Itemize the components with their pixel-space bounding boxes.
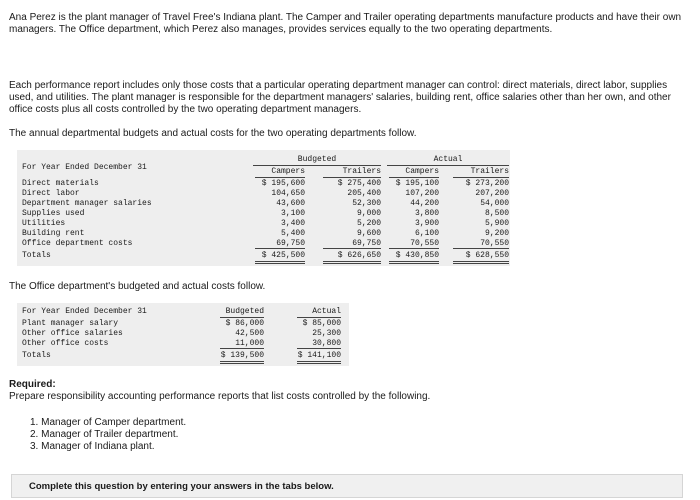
table2-cell-actual: 25,300 [312,329,341,338]
table1-cell-actual-trailers: 8,500 [484,209,509,218]
table1-row-label: Office department costs [22,239,133,248]
table1-cell-actual-campers: 3,900 [414,219,439,228]
required-text: Prepare responsibility accounting performance reports that list costs controlled by the following. [9,391,431,402]
table1-total-actual-campers: $ 430,850 [395,251,439,260]
table1-cell-actual-campers: 70,550 [410,239,439,248]
office-caption: The Office department's budgeted and actual costs follow. [9,281,266,292]
table1-cell-actual-campers: 3,800 [414,209,439,218]
table1-cell-budgeted-campers: 43,600 [276,199,305,208]
table2-cell-actual: 30,800 [312,339,341,348]
instruction-bar [11,474,683,498]
table1-row-label: Direct labor [22,189,80,198]
table1-col-actual-trailers: Trailers [470,167,509,176]
table2-row-label: Other office costs [22,339,109,348]
table2-cell-budgeted: $ 86,000 [225,319,264,328]
table1-row-label: Department manager salaries [22,199,152,208]
instruction-text: Complete this question by entering your answers in the tabs below. [29,481,334,492]
table1-cell-budgeted-campers: 104,650 [271,189,305,198]
table1-total-actual-trailers: $ 628,550 [465,251,509,260]
operating-departments-table-content [17,150,510,266]
required-item-1: 1. Manager of Camper department. [30,417,187,428]
table2-col-budgeted: Budgeted [225,307,264,316]
table1-cell-budgeted-trailers: 69,750 [352,239,381,248]
table1-cell-budgeted-campers: $ 195,600 [261,179,305,188]
table2-cell-budgeted: 42,500 [235,329,264,338]
office-department-table-content [17,303,349,366]
required-title: Required: [9,379,56,390]
table1-col-actual-campers: Campers [405,167,439,176]
required-item-2: 2. Manager of Trailer department. [30,429,179,440]
table1-cell-budgeted-campers: 5,400 [280,229,305,238]
table2-col-actual: Actual [312,307,341,316]
table1-cell-actual-campers: 44,200 [410,199,439,208]
table1-cell-budgeted-trailers: $ 275,400 [337,179,381,188]
table1-cell-budgeted-trailers: 5,200 [356,219,381,228]
table2-total-actual: $ 141,100 [297,351,341,360]
table1-cell-actual-trailers: $ 273,200 [465,179,509,188]
table1-cell-budgeted-trailers: 9,600 [356,229,381,238]
table2-header-label: For Year Ended December 31 [22,307,147,316]
table2-row-label: Plant manager salary [22,319,119,328]
table1-row-label: Supplies used [22,209,85,218]
table1-totals-label: Totals [22,251,51,260]
table1-group-budgeted: Budgeted [297,155,337,164]
table1-cell-budgeted-campers: 69,750 [276,239,305,248]
table1-row-label: Direct materials [22,179,99,188]
table1-cell-actual-trailers: 9,200 [484,229,509,238]
table1-col-budgeted-trailers: Trailers [342,167,381,176]
table1-cell-actual-trailers: 5,900 [484,219,509,228]
table1-cell-actual-trailers: 207,200 [475,189,509,198]
table1-row-label: Building rent [22,229,85,238]
table1-group-actual: Actual [433,155,463,164]
table2-cell-actual: $ 85,000 [302,319,341,328]
table2-cell-budgeted: 11,000 [235,339,264,348]
table1-total-budgeted-trailers: $ 626,650 [337,251,381,260]
table1-cell-budgeted-trailers: 205,400 [347,189,381,198]
table1-cell-actual-trailers: 70,550 [480,239,509,248]
table1-cell-budgeted-campers: 3,400 [280,219,305,228]
table1-cell-budgeted-trailers: 9,000 [356,209,381,218]
table2-totals-label: Totals [22,351,51,360]
table1-total-budgeted-campers: $ 425,500 [261,251,305,260]
intro-paragraph-1: Ana Perez is the plant manager of Travel Free's Indiana plant. The Camper and Trailer operating departments manufacture products and have their own managers. The Office department, which Perez also manages, provides services equally to the two operating departments. [9,12,682,35]
table1-cell-actual-trailers: 54,000 [480,199,509,208]
intro-paragraph-3: The annual departmental budgets and actual costs for the two operating departments follow. [9,128,417,139]
table1-row-label: Utilities [22,219,66,228]
intro-paragraph-2: Each performance report includes only those costs that a particular operating department manager can control: direct materials, direct labor, supplies used, and utilities. The plant manager is responsible for the department managers' salaries, building rent, office salaries other than her own, and other office costs plus all costs controlled by the two operating department managers. [9,80,671,115]
table1-header-label: For Year Ended December 31 [22,163,147,172]
table2-total-budgeted: $ 139,500 [220,351,264,360]
table1-cell-actual-campers: 107,200 [405,189,439,198]
table1-cell-actual-campers: 6,100 [414,229,439,238]
required-item-3: 3. Manager of Indiana plant. [30,441,155,452]
table1-cell-actual-campers: $ 195,100 [395,179,439,188]
table1-cell-budgeted-trailers: 52,300 [352,199,381,208]
table2-row-label: Other office salaries [22,329,123,338]
table1-cell-budgeted-campers: 3,100 [280,209,305,218]
table1-col-budgeted-campers: Campers [271,167,305,176]
